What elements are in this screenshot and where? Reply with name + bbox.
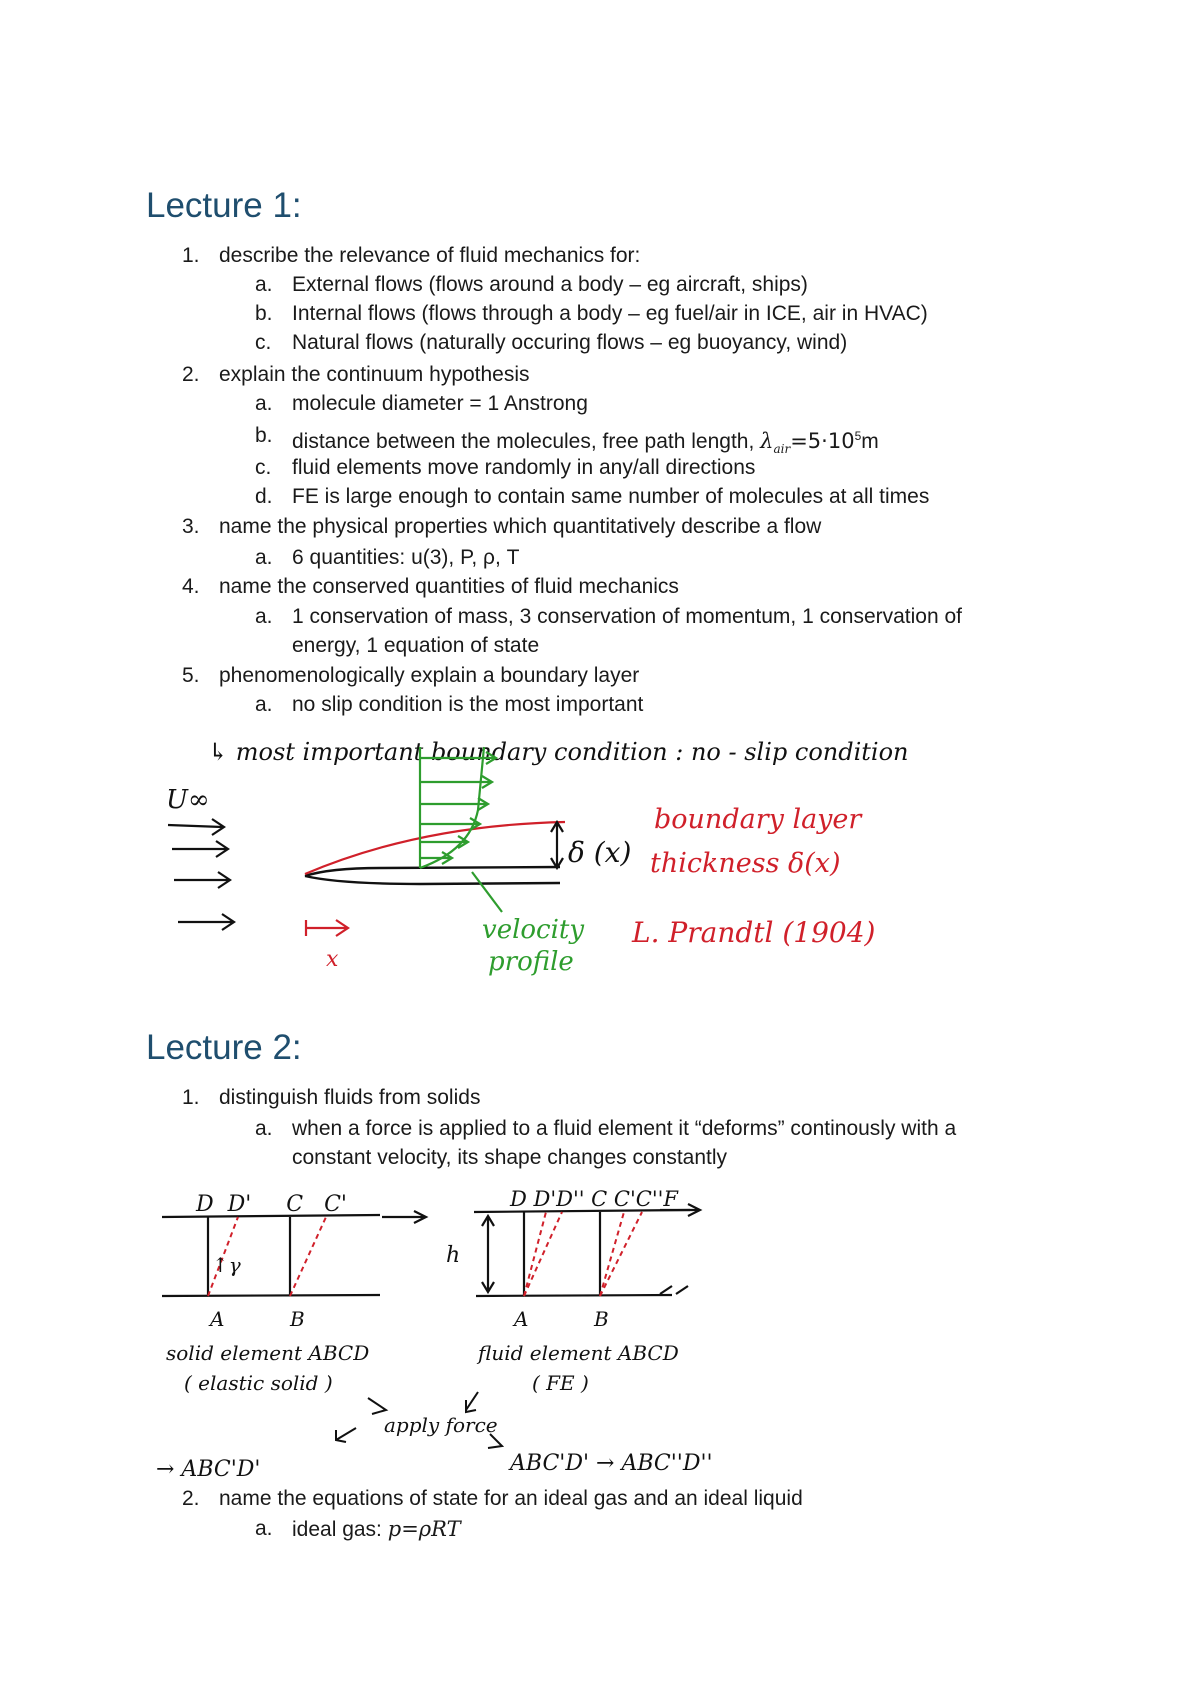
free-path-text: distance between the molecules, free path length, — [292, 430, 755, 453]
list-letter: a. — [255, 605, 273, 628]
list-item: name the equations of state for an ideal gas and an ideal liquid — [219, 1487, 803, 1510]
list-letter: a. — [255, 1517, 273, 1540]
lecture-1-heading: Lecture 1: — [146, 186, 302, 225]
solid-a-label: A — [210, 1307, 225, 1331]
solid-result-label: → ABC'D' — [156, 1457, 261, 1482]
list-number: 2. — [182, 363, 200, 386]
fluid-element-drawing — [474, 1204, 700, 1296]
prandtl-label: L. Prandtl (1904) — [632, 916, 876, 949]
elastic-solid-label: ( elastic solid ) — [184, 1371, 333, 1395]
list-item: when a force is applied to a fluid element it “deforms” continously with a — [292, 1117, 957, 1140]
list-number: 1. — [182, 1086, 200, 1109]
list-item: name the conserved quantities of fluid mechanics — [219, 575, 679, 598]
velocity-label: velocity — [482, 915, 585, 945]
delta-x-label: δ (x) — [568, 836, 632, 869]
fe-label: ( FE ) — [532, 1371, 589, 1395]
list-item-continuation: constant velocity, its shape changes constantly — [292, 1146, 728, 1169]
list-item: explain the continuum hypothesis — [219, 363, 530, 386]
list-item: External flows (flows around a body – eg aircraft, ships) — [292, 273, 808, 296]
list-item: 6 quantities: u(3), P, ρ, T — [292, 546, 520, 569]
list-item: 1 conservation of mass, 3 conservation of momentum, 1 conservation of — [292, 605, 963, 628]
list-letter: d. — [255, 485, 273, 508]
profile-label: profile — [488, 947, 574, 977]
u-infinity-label: U∞ — [166, 785, 210, 815]
list-item: no slip condition is the most important — [292, 693, 644, 716]
list-item: fluid elements move randomly in any/all directions — [292, 456, 756, 479]
list-item: FE is large enough to contain same number of molecules at all times — [292, 485, 930, 508]
list-item-continuation: energy, 1 equation of state — [292, 634, 540, 657]
list-letter: a. — [255, 1117, 273, 1140]
boundary-layer-label: boundary layer — [654, 804, 862, 835]
list-item: distinguish fluids from solids — [219, 1086, 481, 1109]
list-letter: c. — [255, 331, 272, 354]
fluid-b-label: B — [594, 1307, 609, 1331]
list-letter: a. — [255, 546, 273, 569]
list-letter: b. — [255, 424, 273, 447]
list-item: name the physical properties which quantitatively describe a flow — [219, 515, 822, 538]
solid-element-drawing — [162, 1211, 426, 1296]
fluid-deformation-lines — [524, 1212, 642, 1296]
list-number: 5. — [182, 664, 200, 687]
list-number: 1. — [182, 244, 200, 267]
fluid-a-label: A — [514, 1307, 529, 1331]
fluid-element-label: fluid element ABCD — [478, 1341, 679, 1365]
list-number: 3. — [182, 515, 200, 538]
ideal-gas-equation: p=ρRT — [387, 1517, 461, 1541]
list-item: molecule diameter = 1 Anstrong — [292, 392, 588, 415]
x-label: x — [326, 947, 339, 972]
list-letter: a. — [255, 273, 273, 296]
list-item — [292, 1516, 461, 1543]
ideal-gas-label: ideal gas: — [292, 1518, 382, 1541]
boundary-layer-thickness-label: thickness δ(x) — [650, 848, 841, 879]
list-letter: a. — [255, 392, 273, 415]
list-letter: a. — [255, 693, 273, 716]
lambda-air-formula: $\lambda_{air}$ — [760, 429, 791, 457]
list-item: distance between the molecules, free path length, $\lambda_{air}=5\cdot 10^5m$ — [292, 429, 879, 457]
solid-element-label: solid element ABCD — [166, 1341, 370, 1365]
list-item: Internal flows (flows through a body – eg fuel/air in ICE, air in HVAC) — [292, 302, 928, 325]
solid-b-label: B — [290, 1307, 305, 1331]
fluid-result-label: ABC'D' → ABC''D'' — [510, 1451, 713, 1476]
lecture-2-heading: Lecture 2: — [146, 1028, 302, 1067]
list-item: Natural flows (naturally occuring flows – eg buoyancy, wind) — [292, 331, 848, 354]
list-number: 4. — [182, 575, 200, 598]
apply-force-label: apply force — [384, 1413, 498, 1437]
gamma-label: ↑γ — [212, 1253, 241, 1277]
h-label: h — [446, 1243, 461, 1268]
list-letter: b. — [255, 302, 273, 325]
fluid-top-labels: D D'D'' C C'C''F — [510, 1187, 678, 1211]
list-item: phenomenologically explain a boundary layer — [219, 664, 640, 687]
solid-top-labels: D D' C C' — [196, 1192, 347, 1217]
list-number: 2. — [182, 1487, 200, 1510]
list-letter: c. — [255, 456, 272, 479]
list-item: describe the relevance of fluid mechanics for: — [219, 244, 641, 267]
sketch-top-note: ↳ most important boundary condition : no - slip condition — [208, 738, 909, 766]
